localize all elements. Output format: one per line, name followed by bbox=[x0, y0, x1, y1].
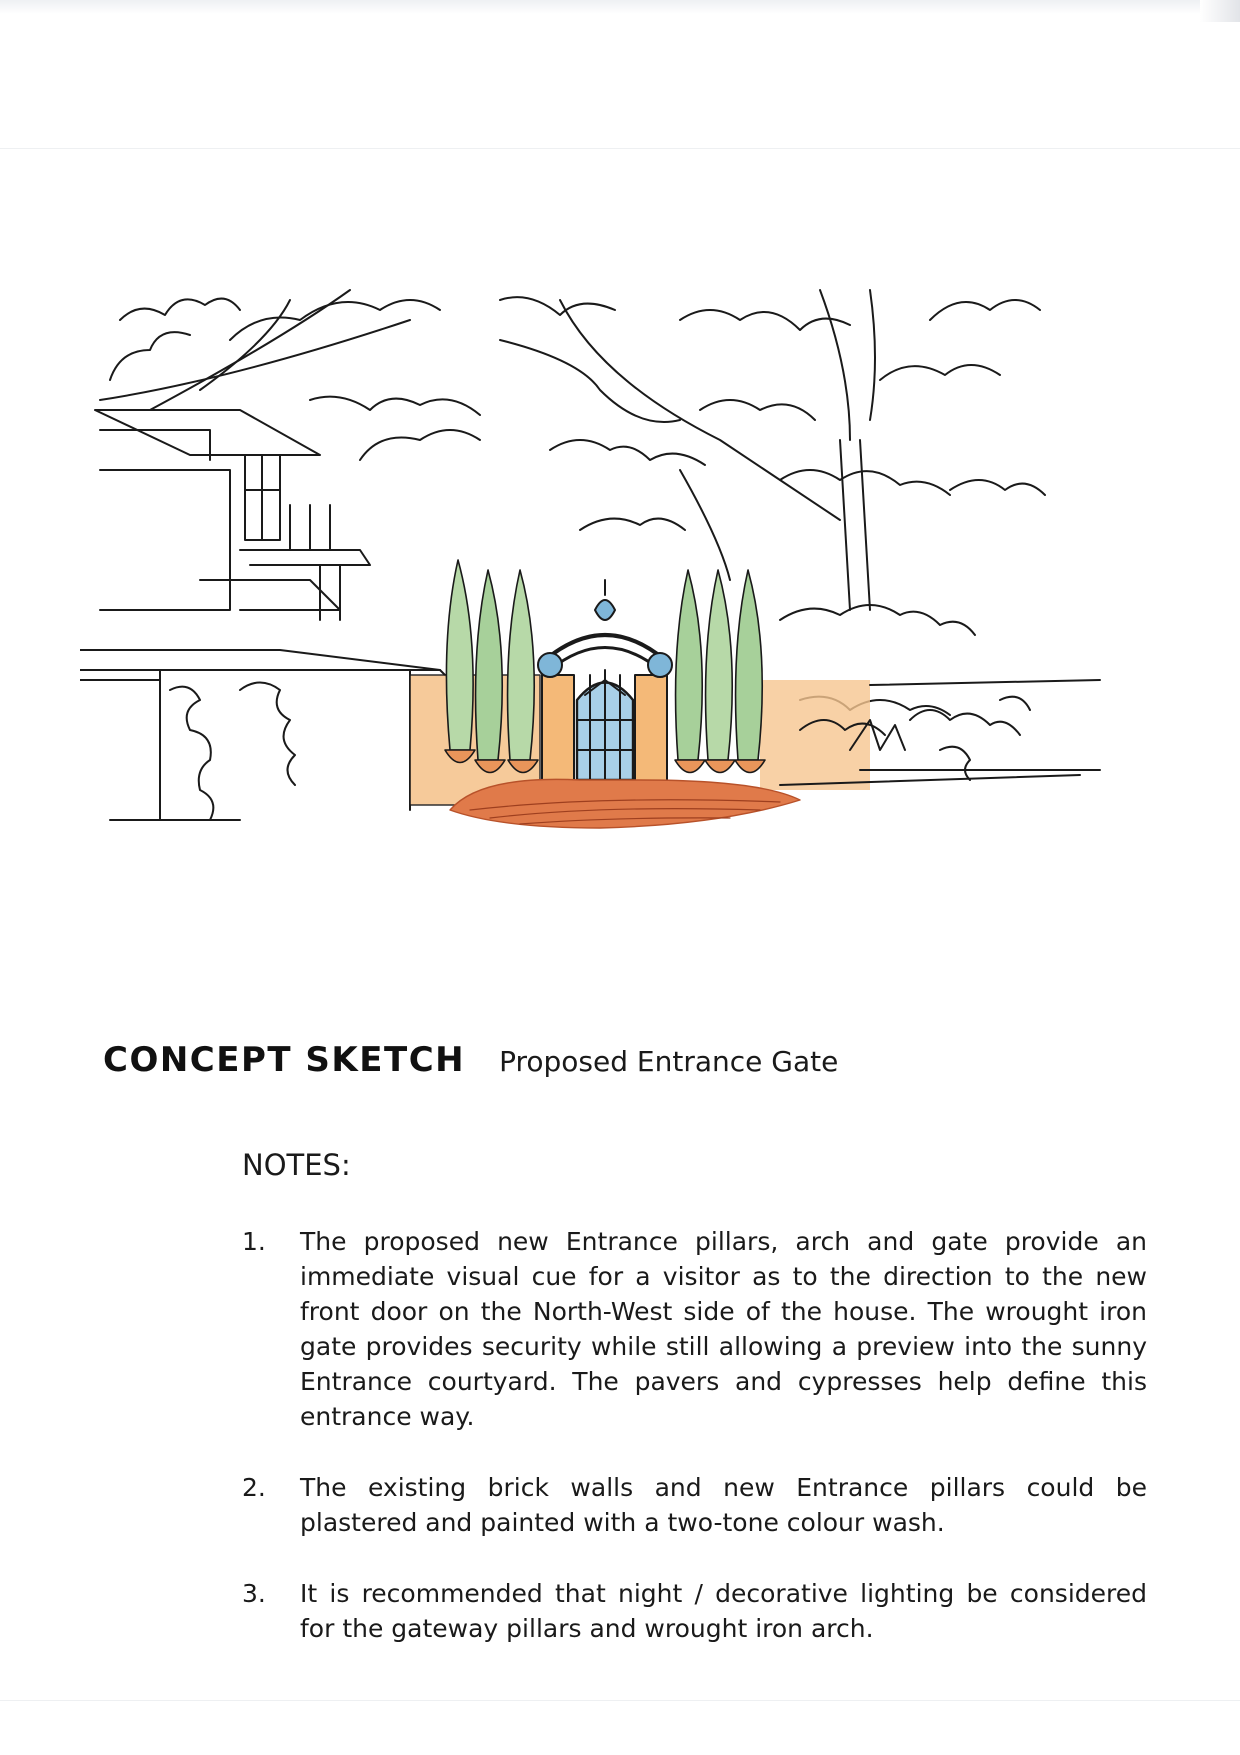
concept-sketch-illustration bbox=[80, 280, 1150, 940]
entrance-pavers bbox=[450, 779, 800, 828]
scan-line bbox=[0, 1700, 1240, 1701]
note-item bbox=[242, 1576, 1147, 1646]
heading-subtitle: Proposed Entrance Gate bbox=[499, 1045, 839, 1078]
house-shrubs bbox=[170, 683, 295, 821]
scan-edge-top bbox=[0, 0, 1240, 14]
note-text: It is recommended that night / decorative lighting be considered for the gateway pillars and wrought iron arch. bbox=[300, 1579, 1147, 1643]
notes-list bbox=[242, 1224, 1147, 1682]
notes-label: NOTES: bbox=[242, 1148, 351, 1182]
note-number: 1. bbox=[242, 1227, 266, 1256]
note-text: The proposed new Entrance pillars, arch and gate provide an immediate visual cue for a visitor as to the direction to the new front door on the North-West side of the house. The wrought iron gate provides security while still allowing a preview into the sunny Entrance courtyard. The pavers and cypresses help define this entrance way. bbox=[300, 1227, 1147, 1431]
document-heading bbox=[103, 1040, 838, 1080]
note-item bbox=[242, 1224, 1147, 1434]
entrance-gate bbox=[538, 580, 672, 790]
scan-line bbox=[0, 148, 1240, 149]
house-outline bbox=[80, 410, 450, 820]
note-number: 3. bbox=[242, 1579, 266, 1608]
scan-edge-corner bbox=[1200, 0, 1240, 22]
heading-title: CONCEPT SKETCH bbox=[103, 1040, 466, 1080]
tree-branches bbox=[100, 290, 875, 610]
note-number: 2. bbox=[242, 1473, 266, 1502]
note-text: The existing brick walls and new Entrance pillars could be plastered and painted with a two-tone colour wash. bbox=[300, 1473, 1147, 1537]
note-item bbox=[242, 1470, 1147, 1540]
